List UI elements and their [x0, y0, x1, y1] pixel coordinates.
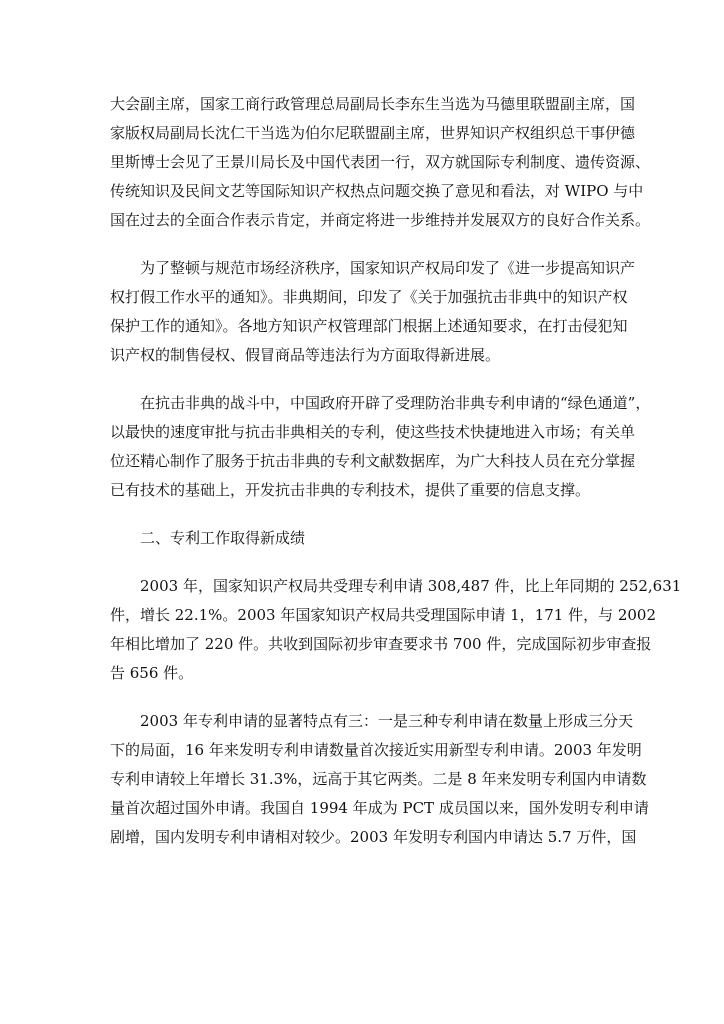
- text-line: 大会副主席，国家工商行政管理总局副局长李东生当选为马德里联盟副主席，国: [110, 95, 636, 113]
- paragraph-anti-counterfeit: [110, 254, 636, 370]
- text-line: 下的局面，16 年来发明专利申请数量首次接近实用新型专利申请。2003 年发明: [110, 741, 642, 759]
- text-line: 告 656 件。: [110, 664, 194, 682]
- paragraph-patent-statistics: [110, 572, 682, 688]
- section-heading: [110, 524, 622, 553]
- text-line: 为了整顿与规范市场经济秩序，国家知识产权局印发了《进一步提高知识产: [140, 259, 636, 277]
- paragraph-wipo-meeting: [110, 90, 651, 235]
- text-line: 里斯博士会见了王景川局长及中国代表团一行，双方就国际专利制度、遗传资源、: [110, 153, 651, 171]
- text-line: 识产权的制售侵权、假冒商品等违法行为方面取得新进展。: [110, 346, 501, 364]
- text-line: 已有技术的基础上，开发抗击非典的专利技术，提供了重要的信息支撑。: [110, 481, 591, 499]
- text-line: 国在过去的全面合作表示肯定，并商定将进一步维持并发展双方的良好合作关系。: [110, 211, 651, 229]
- text-line: 在抗击非典的战斗中，中国政府开辟了受理防治非典专利申请的“绿色通道”，: [140, 394, 651, 412]
- text-line: 2003 年专利申请的显著特点有三：一是三种专利申请在数量上形成三分天: [140, 712, 633, 730]
- text-line: 位还精心制作了服务于抗击非典的专利文献数据库，为广大科技人员在充分掌握: [110, 452, 636, 470]
- text-line: 专利申请较上年增长 31.3%，远高于其它两类。二是 8 年来发明专利国内申请数: [110, 770, 647, 788]
- text-line: 家版权局副局长沈仁干当选为伯尔尼联盟副主席，世界知识产权组织总干事伊德: [110, 124, 636, 142]
- section-heading-text: 二、专利工作取得新成绩: [140, 529, 306, 547]
- text-line: 剧增，国内发明专利申请相对较少。2003 年发明专利国内申请达 5.7 万件，国: [110, 828, 637, 846]
- paragraph-sars-green-channel: [110, 389, 651, 505]
- text-line: 量首次超过国外申请。我国自 1994 年成为 PCT 成员国以来，国外发明专利申请: [110, 799, 649, 817]
- document-body: [110, 90, 682, 871]
- text-line: 以最快的速度审批与抗击非典相关的专利，使这些技术快捷地进入市场；有关单: [110, 423, 636, 441]
- text-line: 保护工作的通知》。各地方知识产权管理部门根据上述通知要求，在打击侵犯知: [110, 317, 628, 335]
- paragraph-patent-features: [110, 707, 649, 852]
- text-line: 年相比增加了 220 件。共收到国际初步审查要求书 700 件，完成国际初步审查报: [110, 635, 652, 653]
- text-line: 传统知识及民间文艺等国际知识产权热点问题交换了意见和看法，对 WIPO 与中: [110, 182, 644, 200]
- text-line: 权打假工作水平的通知》。非典期间，印发了《关于加强抗击非典中的知识产权: [110, 288, 628, 306]
- text-line: 2003 年，国家知识产权局共受理专利申请 308,487 件，比上年同期的 252,631: [140, 577, 682, 595]
- text-line: 件，增长 22.1%。2003 年国家知识产权局共受理国际申请 1，171 件，与 2002: [110, 606, 657, 624]
